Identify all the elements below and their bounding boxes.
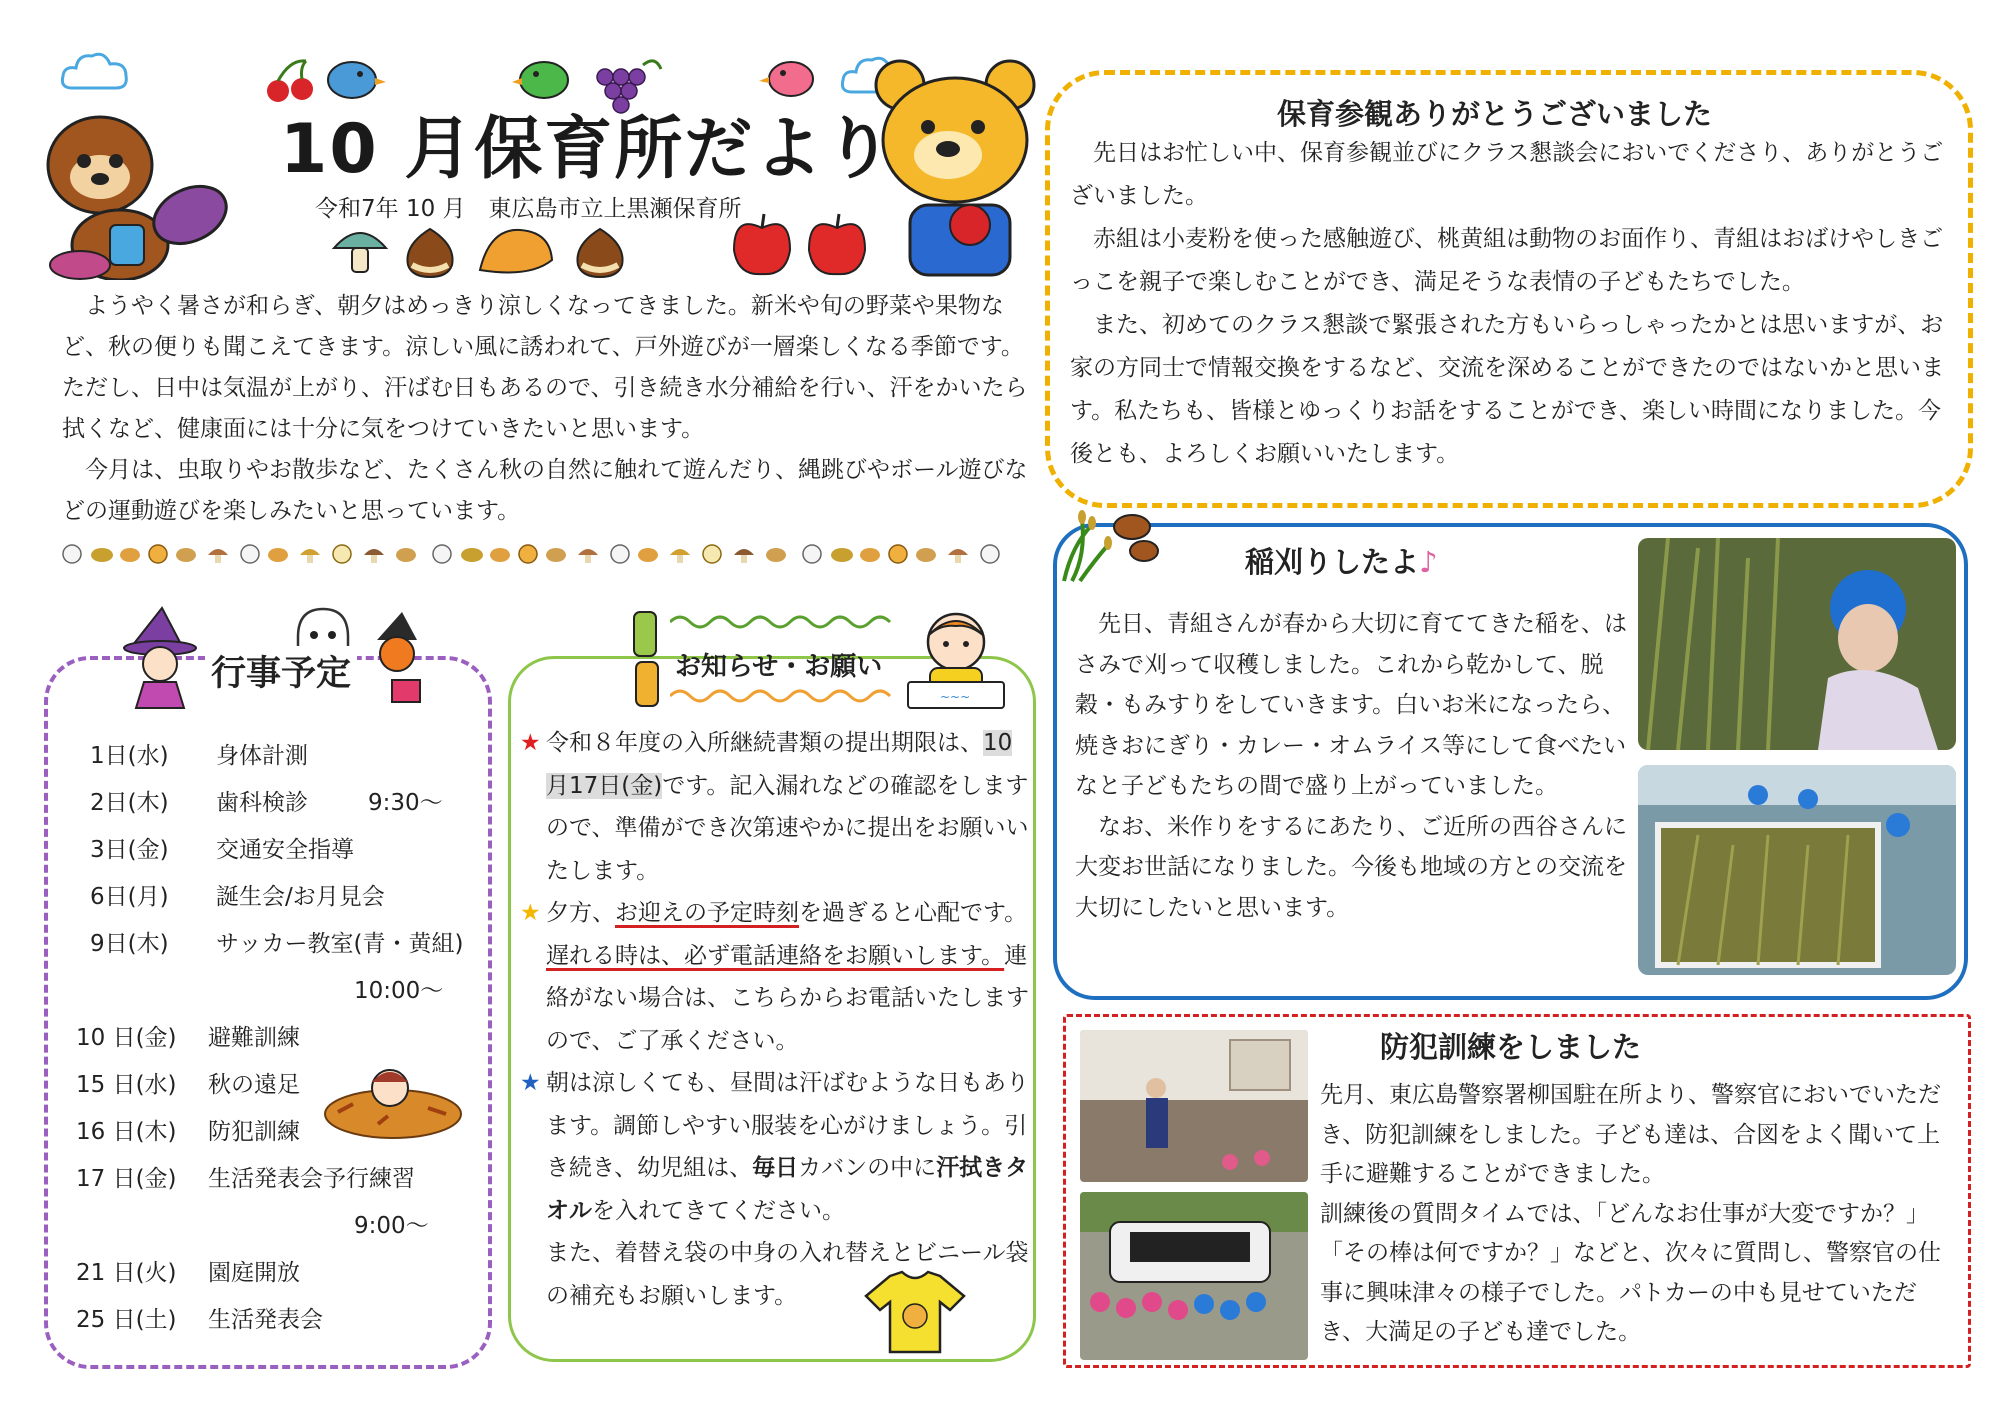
chestnut-icon bbox=[400, 225, 460, 280]
notice-deadline: 10月17日(金) bbox=[546, 730, 1013, 799]
event-item-time bbox=[72, 968, 472, 1015]
notice-text: 夕方、 bbox=[546, 900, 615, 926]
notice-text: 朝は涼しくても、昼間は汗ばむような日もあります。調節しやすい服装を心がけましょう。引き続き、幼児組は、 bbox=[546, 1070, 1029, 1181]
thanks-heading: 保育参観ありがとうございました bbox=[1277, 97, 1713, 131]
pumpkin-child-icon bbox=[362, 610, 432, 705]
event-date: 15 日(水) bbox=[76, 1072, 177, 1098]
star-icon: ★ bbox=[520, 730, 541, 756]
event-date: 6日(月) bbox=[90, 884, 169, 910]
leaf-icon bbox=[470, 220, 560, 280]
notice-text: を過ぎると心配です。 bbox=[799, 900, 1028, 926]
rice-field-photo bbox=[1638, 765, 1956, 975]
notice-text: です。記入漏れなどの確認をしますので、準備ができ次第速やかに提出をお願いいたします。 bbox=[546, 772, 1029, 884]
event-time: 9:30～ bbox=[368, 790, 443, 816]
wavy-line-icon bbox=[670, 610, 900, 632]
notice-item bbox=[520, 722, 1032, 892]
event-date: 25 日(土) bbox=[76, 1307, 177, 1333]
notice-text: 令和８年度の入所継続書類の提出期限は、 bbox=[546, 730, 983, 756]
decorative-border bbox=[60, 541, 1005, 567]
event-date: 10 日(金) bbox=[76, 1025, 177, 1051]
notice-text: 連絡がない場合は、こちらからお電話いたしますので、ご了承ください。 bbox=[546, 942, 1029, 1054]
apple-icon bbox=[805, 210, 870, 280]
rice-plant-icon bbox=[1052, 505, 1162, 585]
event-date: 2日(木) bbox=[90, 790, 169, 816]
event-date: 1日(水) bbox=[90, 743, 169, 769]
header bbox=[40, 40, 1050, 280]
notice-body bbox=[520, 722, 1032, 1317]
thanks-body bbox=[1070, 132, 1958, 476]
intro-paragraph: ようやく暑さが和らぎ、朝夕はめっきり涼しくなってきました。新米や旬の野菜や果物など、秋の便りも聞こえてきます。涼しい風に誘われて、戸外遊びが一層楽しくなる季節です。ただし、日中は気温が上がり、汗ばむ日もあるので、引き続き水分補給を行い、汗をかいたら拭くなど、健康面には十分に気をつけていきたいと思います。 bbox=[62, 293, 1028, 442]
crime-paragraph: 先月、東広島警察署柳国駐在所より、警察官においでいただき、防犯訓練をしました。子ども達は、合図をよく聞いて上手に避難することができました。 bbox=[1320, 1082, 1941, 1187]
event-date: 3日(金) bbox=[90, 837, 169, 863]
event-name: 避難訓練 bbox=[208, 1025, 300, 1051]
rice-paragraph: なお、米作りをするにあたり、ご近所の西谷さんに大変お世話になりました。今後も地域の方との交流を大切にしたいと思います。 bbox=[1075, 813, 1627, 921]
intro-paragraph: 今月は、虫取りやお散歩など、たくさん秋の自然に触れて遊んだり、縄跳びやボール遊びなどの運動遊びを楽しみたいと思っています。 bbox=[62, 457, 1028, 524]
event-item-time bbox=[72, 1203, 472, 1250]
events-heading: 行事予定 bbox=[205, 646, 357, 696]
witch-icon bbox=[112, 606, 207, 711]
rice-heading bbox=[1245, 540, 1438, 581]
notice-text: また、着替え袋の中身の入れ替えとビニール袋の補充もお願いします。 bbox=[546, 1240, 1029, 1309]
event-name: 歯科検診 bbox=[216, 790, 308, 816]
notice-heading: お知らせ・お願い bbox=[675, 652, 883, 682]
notice-emphasis: 遅れる時は、必ず電話連絡をお願いします。 bbox=[546, 942, 1005, 969]
star-icon: ★ bbox=[520, 1070, 541, 1096]
event-date: 17 日(金) bbox=[76, 1166, 177, 1192]
events-list bbox=[72, 733, 472, 1344]
event-time: 9:00～ bbox=[354, 1213, 429, 1239]
event-name: 園庭開放 bbox=[208, 1260, 300, 1286]
thanks-paragraph: 赤組は小麦粉を使った感触遊び、桃黄組は動物のお面作り、青組はおばけやしきごっこを親子で楽しむことができ、満足そうな表情の子どもたちでした。 bbox=[1070, 226, 1944, 295]
event-name: 生活発表会予行練習 bbox=[208, 1166, 415, 1192]
rice-harvest-photo bbox=[1638, 538, 1956, 750]
notice-item bbox=[520, 1062, 1032, 1232]
event-time: 10:00～ bbox=[354, 978, 444, 1004]
event-item bbox=[72, 780, 472, 827]
police-visit-photo bbox=[1080, 1030, 1308, 1182]
music-note-icon: ♪ bbox=[1419, 545, 1438, 579]
notice-text: カバンの中に bbox=[798, 1155, 937, 1181]
bear-icon bbox=[870, 55, 1040, 280]
raccoon-dog-icon bbox=[40, 95, 240, 280]
event-date: 16 日(木) bbox=[76, 1119, 177, 1145]
cloud-icon bbox=[60, 48, 130, 96]
event-item bbox=[72, 874, 472, 921]
crime-body bbox=[1320, 1076, 1952, 1353]
child-drawing-icon bbox=[900, 606, 1010, 711]
event-name: 交通安全指導 bbox=[216, 837, 354, 863]
notice-text: を入れてきてください。 bbox=[592, 1197, 845, 1224]
event-date: 9日(木) bbox=[90, 931, 169, 957]
event-item bbox=[72, 733, 472, 780]
rice-heading-text: 稲刈りしたよ bbox=[1245, 545, 1420, 579]
notice-emphasis: 毎日 bbox=[752, 1155, 799, 1181]
chestnut-icon bbox=[570, 225, 630, 280]
crime-heading: 防犯訓練をしました bbox=[1380, 1030, 1642, 1064]
leaf-pile-icon bbox=[318, 1052, 468, 1142]
wavy-line-icon bbox=[670, 686, 900, 708]
event-item bbox=[72, 827, 472, 874]
event-item bbox=[72, 921, 472, 968]
page-title: 10 月保育所だより bbox=[280, 110, 895, 189]
event-date: 21 日(火) bbox=[76, 1260, 177, 1286]
intro-text bbox=[62, 286, 1032, 532]
event-item bbox=[72, 1156, 472, 1203]
event-name: 誕生会/お月見会 bbox=[216, 884, 385, 910]
svg-text:~~~: ~~~ bbox=[940, 690, 971, 704]
crime-paragraph: 訓練後の質問タイムでは、「どんなお仕事が大変ですか？」「その棒は何ですか？」などと、次々に質問し、警察官の仕事に興味津々の様子でした。パトカーの中も見せていただき、大満足の子ども達でした。 bbox=[1320, 1200, 1941, 1345]
page-subtitle: 令和7年 10 月 東広島市立上黒瀬保育所 bbox=[315, 196, 742, 222]
t-shirt-icon bbox=[860, 1268, 970, 1358]
event-item bbox=[72, 1297, 472, 1344]
star-icon: ★ bbox=[520, 900, 541, 926]
notice-emphasis: お迎えの予定時刻 bbox=[615, 900, 799, 926]
thanks-paragraph: また、初めてのクラス懇談で緊張された方もいらっしゃったかとは思いますが、お家の方同士で情報交換をするなど、交流を深めることができたのではないかと思います。私たちも、皆様とゆっくりお話をすることができ、楽しい時間になりました。今後とも、よろしくお願いいたします。 bbox=[1070, 312, 1944, 467]
marker-pens-icon bbox=[626, 608, 666, 708]
rice-paragraph: 先日、青組さんが春から大切に育ててきた稲を、はさみで刈って収穫しました。これから乾かして、脱穀・もみすりをしていきます。白いお米になったら、焼きおにぎり・カレー・オムライス等にして食べたいなと子どもたちの間で盛り上がっていました。 bbox=[1075, 611, 1627, 799]
event-name: 秋の遠足 bbox=[208, 1072, 300, 1098]
event-name: 生活発表会 bbox=[208, 1307, 323, 1333]
event-name: 身体計測 bbox=[216, 743, 308, 769]
rice-body bbox=[1075, 604, 1630, 928]
patrol-car-photo bbox=[1080, 1192, 1308, 1360]
mushroom-icon bbox=[330, 218, 390, 278]
thanks-paragraph: 先日はお忙しい中、保育参観並びにクラス懇談会においでくださり、ありがとうございました。 bbox=[1070, 140, 1944, 209]
notice-emphasis: 汗拭きタオル bbox=[546, 1155, 1029, 1224]
notice-item bbox=[520, 892, 1032, 1062]
event-name: 防犯訓練 bbox=[208, 1119, 300, 1145]
event-name: サッカー教室(青・黄組) bbox=[216, 931, 464, 957]
event-item bbox=[72, 1250, 472, 1297]
